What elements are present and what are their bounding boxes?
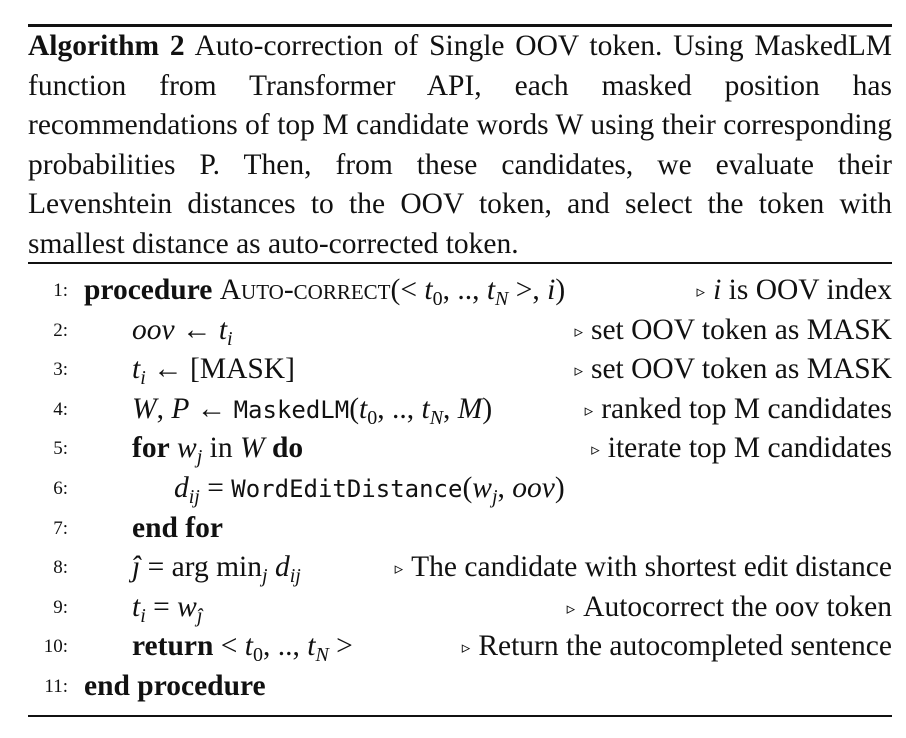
sub-jhat: ĵ	[196, 604, 203, 627]
sub-j: j	[262, 565, 268, 588]
sub-ij: ij	[188, 485, 200, 508]
var-t: t	[218, 313, 228, 346]
algorithm-line-9	[28, 588, 892, 628]
line-comment: ▹ i is OOV index	[696, 274, 892, 306]
var-jhat: ĵ	[132, 551, 141, 584]
line-number: 6:	[53, 477, 68, 499]
sub-ij: ij	[289, 565, 301, 588]
algorithm-line-3	[28, 350, 892, 390]
comment-triangle-icon: ▹	[574, 321, 583, 342]
sub-N: N	[315, 644, 329, 667]
algorithm-line-5	[28, 429, 892, 469]
algorithm-line-2	[28, 311, 892, 351]
comment-triangle-icon: ▹	[591, 440, 600, 461]
algorithm-body	[28, 271, 892, 707]
line-number: 2:	[53, 319, 68, 341]
line-comment	[462, 627, 892, 671]
var-w: w	[472, 471, 492, 504]
line-number: 11:	[44, 675, 68, 697]
function-maskedlm: MaskedLM	[233, 395, 350, 424]
comment-text: set OOV token as MASK	[590, 313, 892, 346]
bottom-rule	[28, 715, 892, 717]
sub-i: i	[140, 367, 146, 390]
comment-text: iterate top M candidates	[607, 432, 892, 465]
var-t: t	[424, 274, 433, 306]
line-comment	[567, 588, 892, 632]
assign-arrow: ←	[181, 313, 212, 346]
sub-0: 0	[432, 288, 443, 310]
sub-i: i	[227, 327, 233, 350]
caption-rule	[28, 262, 892, 264]
line-code	[132, 311, 233, 351]
line-code: procedure Auto-correct(< $t_0$, .., $t_N$ >, i)	[84, 274, 566, 310]
line-code: $t_i = w_ĵ$	[132, 590, 203, 627]
end-for-keyword: end for	[132, 511, 223, 544]
var-w: w	[177, 590, 197, 623]
lt-symbol: <	[400, 274, 417, 306]
var-t: t	[244, 630, 253, 663]
var-t: t	[486, 274, 496, 306]
line-code	[132, 350, 295, 390]
comment-triangle-icon: ▹	[696, 282, 706, 302]
line-number: 1:	[53, 280, 68, 301]
var-W: W	[240, 432, 265, 465]
in-keyword: in	[209, 432, 233, 465]
algorithm-line-7	[28, 509, 892, 549]
caption-text: Auto-correction of Single OOV token. Using MaskedLM function from Transformer API, each masked position has recommendations of top M candidate words W using their corresponding probabilities P. Then, from these candidates, we evaluate their Levenshtein distances to the OOV token, and select the token with smallest distance as auto-corrected token.	[28, 30, 893, 260]
end-procedure-keyword: end procedure	[84, 669, 266, 702]
comment-triangle-icon: ▹	[584, 400, 594, 421]
line-number: 3:	[53, 359, 68, 381]
comment-text: set OOV token as MASK	[590, 353, 892, 386]
procedure-name: Auto-correct	[219, 274, 391, 306]
comment-triangle-icon: ▹	[574, 361, 583, 382]
var-t: t	[307, 630, 316, 663]
comment-triangle-icon: ▹	[461, 638, 471, 659]
comment-text: The candidate with shortest edit distance	[411, 551, 892, 584]
sub-j: j	[491, 485, 498, 508]
line-number: 10:	[43, 636, 68, 658]
sub-N: N	[495, 288, 509, 310]
comment-text: Return the autocompleted sentence	[478, 630, 892, 663]
sub-i: i	[140, 604, 146, 627]
comment-triangle-icon: ▹	[394, 559, 404, 580]
var-i: i	[713, 274, 722, 306]
assign-arrow: ←	[196, 392, 227, 425]
mask-token: [MASK]	[190, 353, 295, 386]
lt-symbol: <	[220, 630, 238, 663]
comment-text: ranked top M candidates	[601, 392, 892, 425]
line-number: 4:	[53, 398, 68, 420]
var-d: d	[274, 551, 290, 584]
line-comment	[574, 311, 892, 355]
var-d: d	[174, 471, 189, 504]
algorithm-line-8	[28, 548, 892, 588]
line-code: W, P ← $MaskedLM(t_0$, .., $t_N$, M)	[132, 392, 493, 429]
var-oov: oov	[132, 313, 175, 346]
function-wordeditdistance: WordEditDistance	[231, 474, 463, 503]
var-t: t	[359, 392, 368, 425]
line-code: ĵ = arg $\min_j d_{ij}$	[132, 551, 301, 588]
gt-symbol: >	[336, 630, 353, 663]
gt-symbol: >	[515, 274, 533, 306]
assign-arrow: ←	[153, 353, 183, 386]
line-code: return < $t_0$, .., $t_N$ >	[132, 630, 353, 667]
algorithm-line-1	[28, 271, 892, 311]
sub-0: 0	[252, 644, 263, 667]
var-W: W	[132, 392, 157, 425]
var-w: w	[177, 432, 197, 465]
line-code: $d_{ij}$ = $WordEditDistance(w_j$, oov)	[174, 471, 565, 508]
line-number: 9:	[53, 596, 68, 618]
line-number: 5:	[53, 438, 68, 460]
var-i: i	[547, 274, 556, 306]
line-comment	[591, 429, 892, 473]
var-t: t	[421, 392, 430, 425]
line-number: 8:	[53, 557, 68, 579]
var-oov: oov	[512, 471, 555, 504]
comment-triangle-icon: ▹	[566, 598, 576, 619]
algorithm-caption	[28, 27, 892, 264]
sub-N: N	[429, 406, 444, 429]
line-comment	[574, 350, 892, 394]
line-code	[132, 429, 303, 469]
line-number: 7:	[53, 517, 68, 539]
line-comment	[585, 390, 892, 434]
sub-j: j	[196, 446, 203, 469]
do-keyword: do	[271, 432, 304, 465]
var-M: M	[457, 392, 483, 425]
algorithm-line-6	[28, 469, 892, 509]
return-keyword: return	[132, 630, 214, 663]
procedure-keyword: procedure	[84, 274, 213, 306]
algorithm-line-10	[28, 627, 892, 667]
argmin-operator: arg min	[171, 551, 262, 584]
algorithm-line-11	[28, 667, 892, 707]
var-t: t	[132, 353, 141, 386]
line-comment	[395, 548, 892, 592]
sub-0: 0	[367, 406, 378, 429]
var-P: P	[171, 392, 190, 425]
for-keyword: for	[132, 432, 170, 465]
algorithm-line-4	[28, 390, 892, 430]
algorithm-label: Algorithm 2	[28, 30, 185, 62]
var-t: t	[132, 590, 141, 623]
comment-text: Autocorrect the oov token	[583, 590, 892, 623]
